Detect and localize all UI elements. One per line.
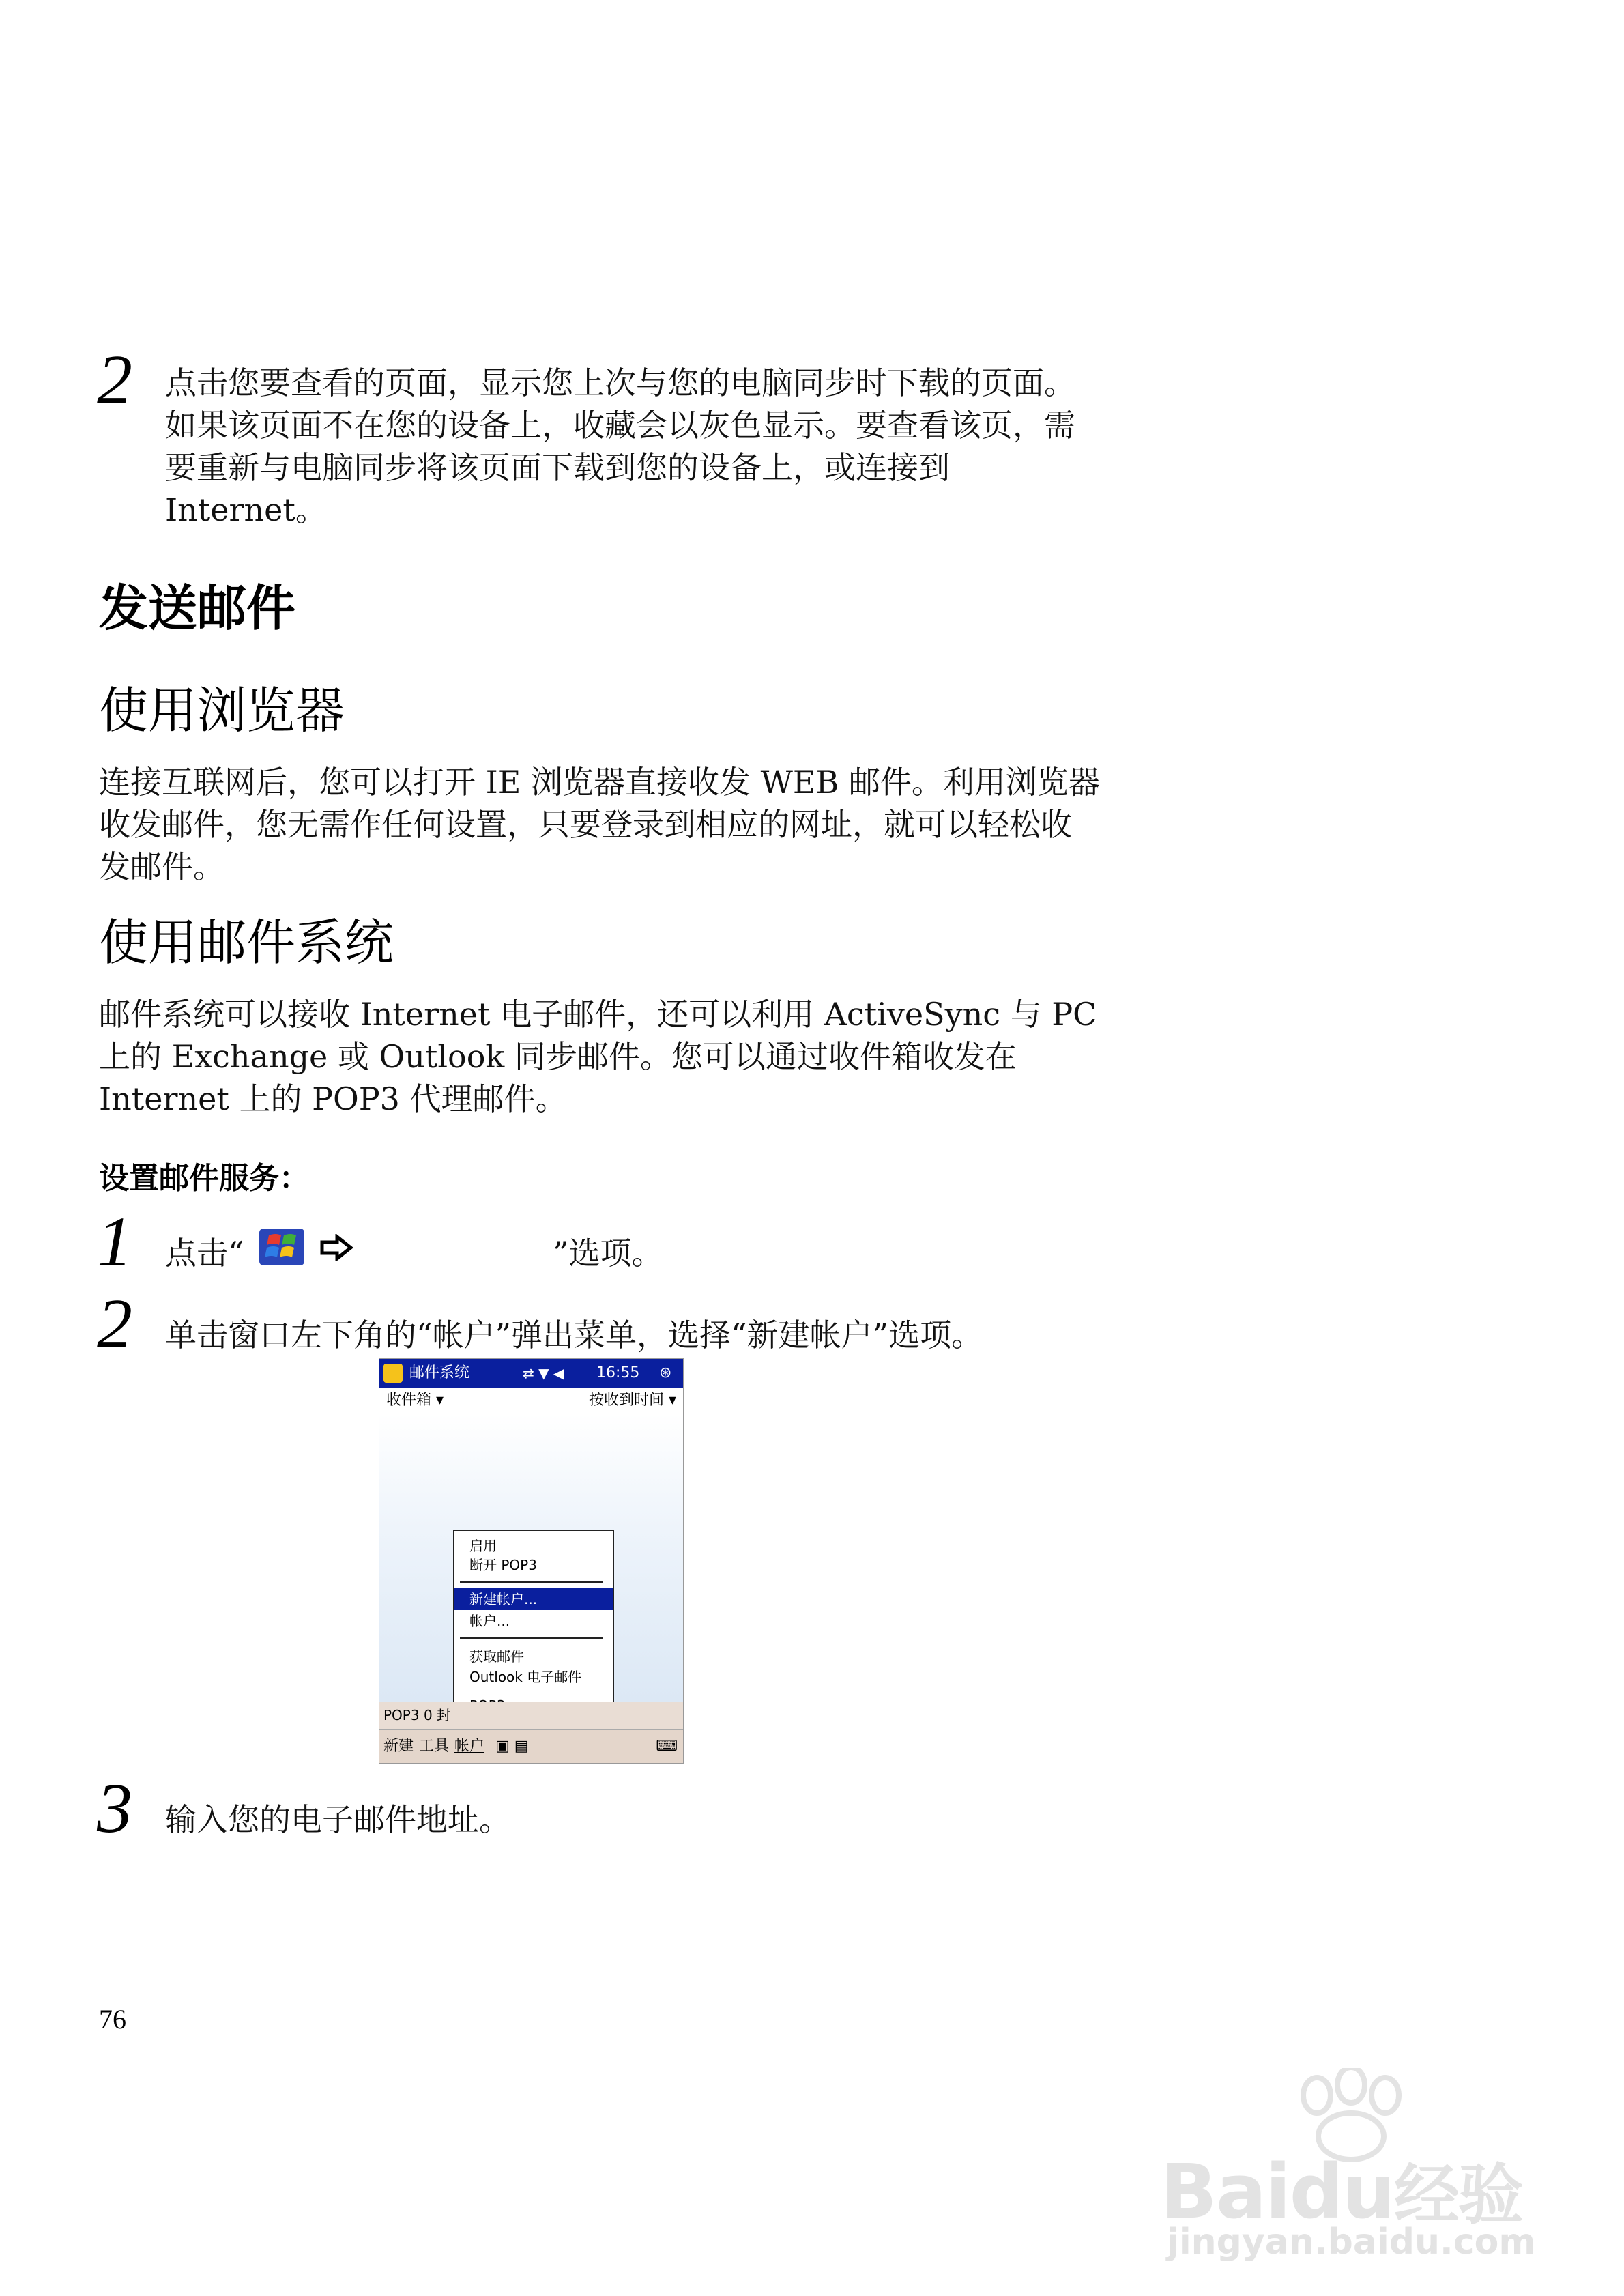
folder-dropdown[interactable]: 收件箱 ▾ (386, 1392, 444, 1409)
toolbar-tools[interactable]: 工具 (419, 1738, 450, 1755)
section-heading-send-mail: 发送邮件 (99, 579, 296, 637)
step-number: 1 (97, 1203, 132, 1281)
start-flag-icon[interactable] (383, 1364, 403, 1383)
toolbar-accounts[interactable]: 帐户 (454, 1738, 485, 1755)
text-line: 要重新与电脑同步将该页面下载到您的设备上，或连接到 (165, 449, 950, 486)
menu-item-accounts[interactable]: 帐户... (469, 1613, 510, 1629)
account-menu (453, 1530, 614, 1723)
menu-item-connect[interactable]: 启用 (469, 1538, 497, 1554)
section-heading-browser: 使用浏览器 (99, 682, 345, 739)
text-line: 收发邮件，您无需作任何设置，只要登录到相应的网址，就可以轻松收 (99, 806, 1072, 843)
ok-icon[interactable]: ⊛ (659, 1364, 672, 1381)
menu-item-outlook[interactable]: Outlook 电子邮件 (469, 1669, 582, 1685)
text-line: 点击您要查看的页面，显示您上次与您的电脑同步时下载的页面。 (165, 364, 1075, 401)
step1-text-before: 点击“ (165, 1235, 244, 1272)
screenshot-status: POP3 0 封 (379, 1702, 683, 1729)
menu-item-get-mail[interactable]: 获取邮件 (469, 1648, 524, 1665)
text-line: Internet 上的 POP3 代理邮件。 (99, 1080, 567, 1117)
signal-icon: ⇄ ▼ ◀ (523, 1365, 564, 1381)
step1-text-after: ”选项。 (553, 1235, 663, 1272)
watermark-url: jingyan.baidu.com (1167, 2222, 1536, 2263)
browser-paragraph (99, 761, 1100, 888)
menu-separator (460, 1581, 603, 1583)
keyboard-icon[interactable]: ⌨ (656, 1738, 678, 1755)
screenshot-time: 16:55 (596, 1364, 640, 1381)
pocketpc-screenshot (379, 1358, 684, 1764)
watermark-brand: Baidu (1160, 2148, 1394, 2235)
text-line: 上的 Exchange 或 Outlook 同步邮件。您可以通过收件箱收发在 (99, 1038, 1017, 1075)
setup-heading: 设置邮件服务： (99, 1161, 309, 1196)
toolbar-icons[interactable]: ▣ ▤ (495, 1738, 529, 1755)
menu-item-new-account[interactable]: 新建帐户... (454, 1588, 613, 1610)
text-line: 邮件系统可以接收 Internet 电子邮件，还可以利用 ActiveSync 与 PC (99, 996, 1097, 1033)
screenshot-toolbar (379, 1729, 683, 1764)
section-heading-mail-system: 使用邮件系统 (99, 914, 394, 971)
page-number: 76 (99, 2004, 126, 2035)
screenshot-titlebar (379, 1359, 683, 1388)
menu-separator (460, 1637, 603, 1639)
step-number: 3 (97, 1769, 132, 1848)
text-line: 如果该页面不在您的设备上，收藏会以灰色显示。要查看该页，需 (165, 407, 1075, 444)
windows-start-icon (258, 1227, 306, 1267)
sort-dropdown[interactable]: 按收到时间 ▾ (588, 1392, 676, 1409)
step-number: 2 (97, 341, 132, 419)
watermark-suffix: 经验 (1393, 2157, 1522, 2233)
step2-paragraph (165, 362, 1075, 531)
toolbar-new[interactable]: 新建 (383, 1738, 414, 1755)
arrow-right-icon (319, 1234, 353, 1261)
text-line: 连接互联网后，您可以打开 IE 浏览器直接收发 WEB 邮件。利用浏览器 (99, 764, 1100, 801)
step1-text (165, 1232, 244, 1274)
screenshot-app-title: 邮件系统 (409, 1364, 470, 1381)
menu-item-disconnect[interactable]: 断开 POP3 (469, 1557, 537, 1573)
baidu-watermark (1160, 2068, 1542, 2263)
mail-system-paragraph (99, 993, 1097, 1120)
screenshot-filterbar (379, 1388, 683, 1415)
step-number: 2 (97, 1285, 132, 1363)
step2-text: 单击窗口左下角的“帐户”弹出菜单，选择“新建帐户”选项。 (165, 1317, 983, 1353)
text-line: Internet。 (165, 491, 327, 528)
text-line: 发邮件。 (99, 848, 224, 885)
step3-text: 输入您的电子邮件地址。 (165, 1801, 510, 1838)
